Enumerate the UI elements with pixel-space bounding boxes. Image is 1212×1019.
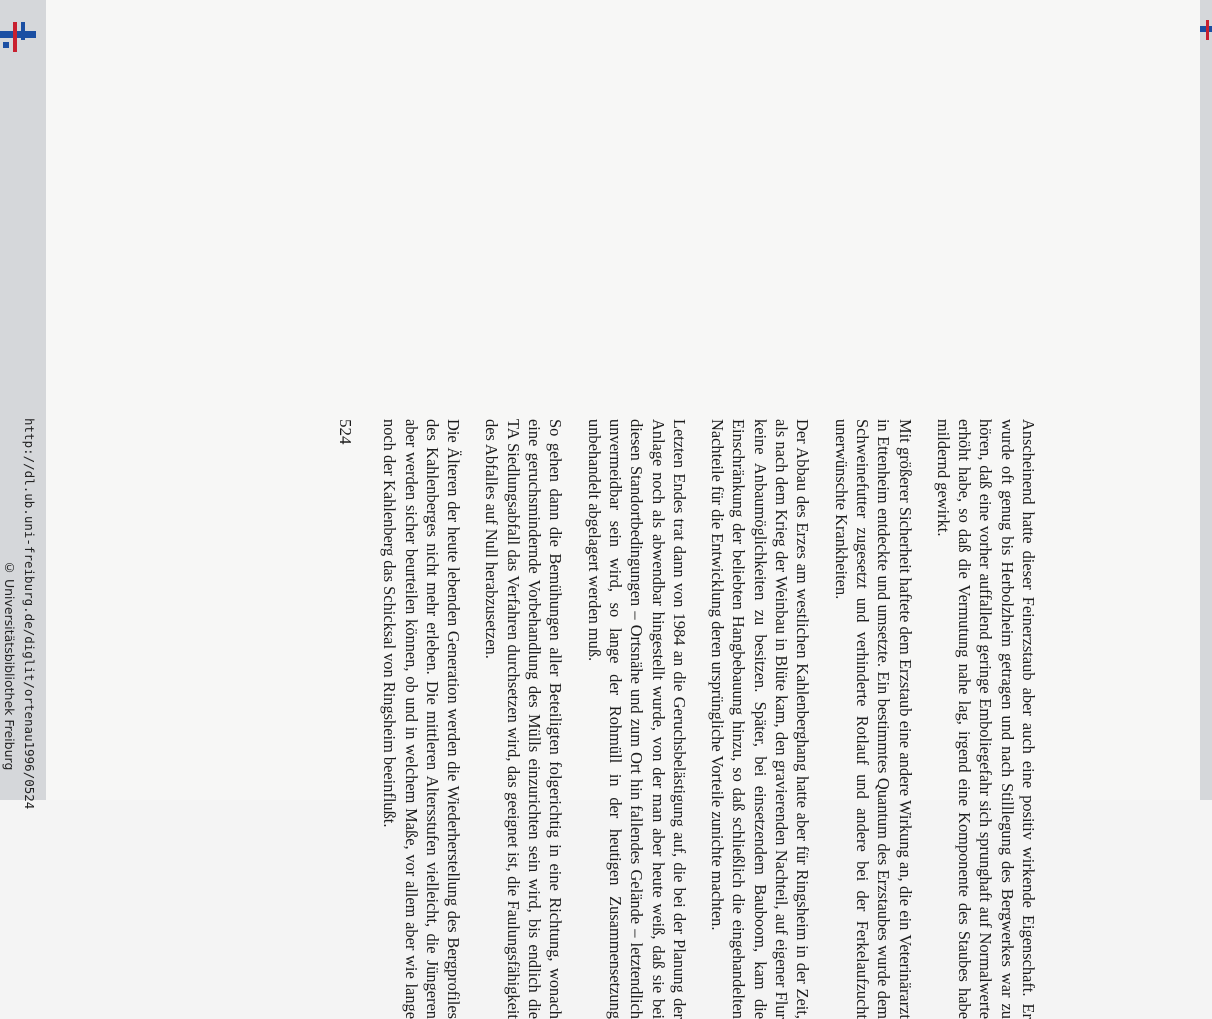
paragraph-4: Letzten Endes trat dann von 1984 an die Geruchsbelästigung auf, die bei der Planung der Anlage noch als abwendbar hingestellt wurde, von der man aber heute weiß, daß sie bei diesen Standortbedingungen – Ortsnähe und zum Ort hin fallendes Gelände – letztendlich unvermeidbar sein wird, so lange der Rohmüll in der heutigen Zusammensetzung unbehandelt abgelagert werden muß. [584, 419, 689, 1019]
paragraph-5: So gehen dann die Bemühungen aller Beteiligten folgerichtig in eine Richtung, wonach eine geruchsmindernde Vorbehandlung des Mülls einzurichten sein wird, bis endlich die TA Siedlungsabfall das Verfahren durchsetzen wird, das geeignet ist, die Faulungsfähigkeit des Abfalles auf Null herabzusetzen. [482, 419, 566, 1019]
library-logo-icon-right [1200, 20, 1212, 40]
paragraph-2: Mit größerer Sicherheit haftete dem Erzstaub eine andere Wirkung an, die ein Veterinärarzt in Ettenheim entdeckte und umsetzte. Ein bestimmtes Quantum des Erzstaubes wurde dem Schweinefutter zugesetzt und verhinderte Rotlauf und andere bei der Ferkelaufzucht unerwünschte Krankheiten. [831, 419, 915, 1019]
source-url-label[interactable]: http://dl.ub.uni-freiburg.de/diglit/ortenau1996/0524 [22, 418, 37, 810]
page-body-rotated [49, 419, 1039, 1019]
paragraph-6: Die Älteren der heute lebenden Generation werden die Wiederherstellung des Bergprofiles des Kahlenberges nicht mehr erleben. Die mittleren Altersstufen vielleicht, die Jüngeren aber werden sicher beurteilen können, ob und in welchem Maße, vor allem aber wie lange noch der Kahlenberg das Schicksal von Ringsheim beeinflußt. [380, 419, 464, 1019]
library-logo-icon [0, 22, 36, 52]
copyright-label: © Universitätsbibliothek Freiburg [2, 560, 17, 771]
paragraph-3: Der Abbau des Erzes am westlichen Kahlenberghang hatte aber für Ringsheim in der Zeit, als nach dem Krieg der Weinbau in Blüte kam, den gravierenden Nachteil, auf eigener Flur keine Anbaumöglichkeiten zu besitzen. Später, bei einsetzendem Bauboom, kam die Einschränkung der beliebten Hangbebauung hinzu, so daß schließlich die eingehandelten Nachteile für die Entwicklung deren ursprüngliche Vorteile zunichte machten. [708, 419, 813, 1019]
paragraph-1: Anscheinend hatte dieser Feinerzstaub aber auch eine positiv wirkende Eigenschaft. Er wurde oft genug bis Herbolzheim getragen und nach Stilllegung des Bergwerkes war zu hören, daß eine vorher auffallend geringe Emboliegefahr sich sprunghaft auf Normalwerte erhöht habe, so daß die Vermutung nahe lag, irgend eine Komponente des Staubes habe mildernd gewirkt. [933, 419, 1038, 1019]
page-number: 524 [335, 419, 355, 445]
viewer-right-margin [1200, 0, 1212, 800]
